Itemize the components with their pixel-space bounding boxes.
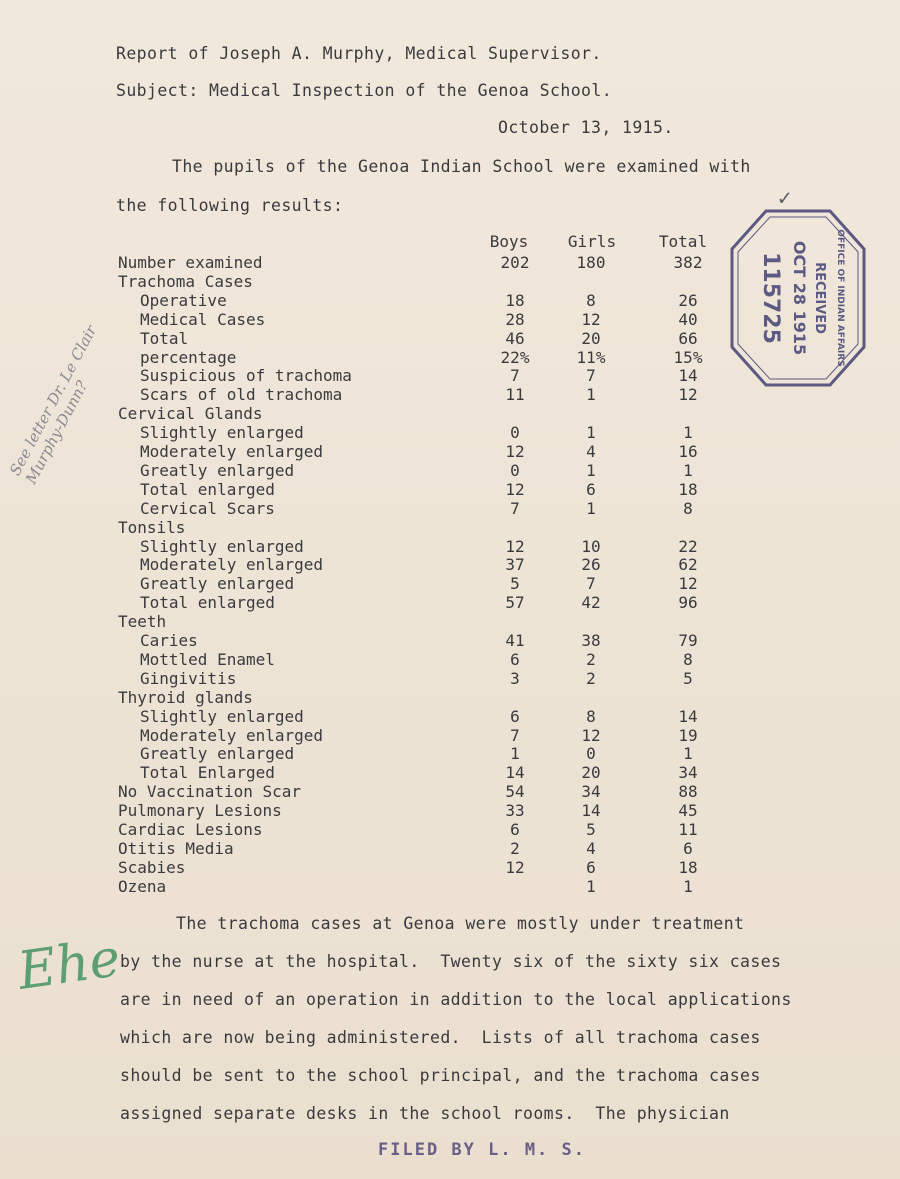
girls-value: 0 [586, 744, 596, 764]
total-value: 66 [678, 328, 698, 348]
girls-value: 26 [581, 555, 601, 575]
boys-value: 57 [505, 593, 525, 613]
boys-value: 6 [510, 820, 520, 839]
row-label: Slightly enlarged [140, 423, 304, 443]
table-row [0, 518, 760, 537]
girls-value: 10 [581, 536, 601, 556]
girls-value: 38 [581, 631, 601, 650]
row-label: Number examined [118, 253, 263, 272]
row-label: Suspicious of trachoma [140, 366, 352, 386]
girls-value: 20 [581, 763, 601, 783]
row-label: Greatly enlarged [140, 460, 295, 480]
girls-value: 180 [576, 253, 606, 272]
row-label: Medical Cases [140, 309, 266, 329]
table-row [0, 631, 760, 650]
girls-value: 1 [586, 876, 596, 896]
table-row [0, 593, 760, 612]
total-value: 8 [683, 498, 693, 518]
table-row [0, 650, 760, 669]
boys-value: 18 [505, 290, 525, 310]
row-label: Greatly enlarged [140, 574, 295, 594]
boys-value: 6 [510, 706, 520, 726]
row-label: Caries [140, 631, 198, 650]
total-value: 14 [678, 366, 698, 386]
row-label: Otitis Media [118, 838, 234, 858]
table-row [0, 839, 760, 858]
margin-note: See letter Dr. Le Clair Murphy-Dunn? [6, 322, 101, 487]
boys-value: 2 [510, 838, 520, 858]
table-row [0, 366, 760, 385]
row-label: Gingivitis [140, 668, 237, 688]
girls-value: 12 [581, 725, 601, 745]
total-value: 34 [678, 763, 698, 783]
table-row [0, 744, 760, 763]
boys-value: 33 [505, 801, 525, 821]
boys-value: 202 [500, 253, 530, 272]
total-value: 19 [678, 725, 698, 745]
boys-value: 7 [510, 498, 520, 518]
table-row [0, 272, 760, 291]
row-label: percentage [140, 347, 237, 367]
total-value: 18 [678, 479, 698, 499]
boys-value: 3 [510, 668, 520, 688]
boys-value: 12 [505, 536, 525, 556]
total-value: 18 [678, 857, 698, 877]
total-value: 14 [678, 706, 698, 726]
body-line: The trachoma cases at Genoa were mostly under treatment [176, 914, 745, 933]
row-label: Cervical Glands [118, 404, 263, 424]
total-value: 96 [678, 593, 698, 613]
boys-value: 28 [505, 309, 525, 329]
total-value: 1 [683, 460, 693, 480]
row-label: Moderately enlarged [140, 725, 324, 745]
girls-value: 7 [586, 366, 596, 386]
table-row [0, 385, 760, 404]
table-row [0, 348, 760, 367]
boys-value: 1 [510, 744, 520, 764]
total-value: 6 [683, 838, 693, 858]
boys-value: 46 [505, 328, 525, 348]
row-label: Slightly enlarged [140, 706, 304, 726]
boys-value: 12 [505, 442, 525, 461]
girls-value: 2 [586, 649, 596, 669]
table-row [0, 555, 760, 574]
boys-value: 7 [510, 725, 520, 745]
column-header-girls: Girls [567, 232, 617, 251]
row-label: Trachoma Cases [118, 271, 253, 291]
body-line: assigned separate desks in the school rooms. The physician [120, 1104, 730, 1123]
girls-value: 6 [586, 857, 596, 877]
row-label: Teeth [118, 612, 167, 632]
total-value: 88 [678, 782, 698, 802]
total-value: 1 [683, 744, 693, 764]
table-row [0, 480, 760, 499]
girls-value: 1 [586, 460, 596, 480]
table-row [0, 763, 760, 782]
body-line: should be sent to the school principal, and the trachoma cases [120, 1066, 761, 1085]
stamp-line-3: OCT 28 1915 [790, 240, 809, 356]
total-value: 40 [678, 309, 698, 329]
row-label: Mottled Enamel [140, 649, 275, 669]
row-label: Operative [140, 290, 227, 310]
column-header-boys: Boys [489, 232, 529, 251]
stamp-line-1: OFFICE OF INDIAN AFFAIRS [835, 229, 845, 367]
girls-value: 14 [581, 801, 601, 821]
table-row [0, 820, 760, 839]
row-label: Moderately enlarged [140, 555, 324, 575]
total-value: 5 [683, 668, 693, 688]
table-row [0, 669, 760, 688]
row-label: Pulmonary Lesions [118, 801, 282, 821]
girls-value: 8 [586, 290, 596, 310]
table-row [0, 726, 760, 745]
row-label: Cardiac Lesions [118, 820, 263, 839]
total-value: 12 [678, 574, 698, 594]
girls-value: 2 [586, 668, 596, 688]
table-row [0, 404, 760, 423]
girls-value: 1 [586, 385, 596, 405]
girls-value: 6 [586, 479, 596, 499]
table-row [0, 291, 760, 310]
table-row [0, 499, 760, 518]
girls-value: 7 [586, 574, 596, 594]
column-header-total: Total [658, 232, 708, 251]
table-row [0, 688, 760, 707]
table-row [0, 612, 760, 631]
row-label: Ozena [118, 876, 167, 896]
intro-line-1: The pupils of the Genoa Indian School were examined with [172, 157, 751, 176]
table-row [0, 858, 760, 877]
handwritten-initials: Ehe [14, 928, 124, 1002]
boys-value: 0 [510, 423, 520, 443]
table-row [0, 801, 760, 820]
boys-value: 7 [510, 366, 520, 386]
table-row [0, 537, 760, 556]
girls-value: 4 [586, 838, 596, 858]
row-label: Moderately enlarged [140, 442, 324, 461]
boys-value: 14 [505, 763, 525, 783]
check-mark-icon: ✓ [778, 186, 792, 211]
total-value: 15% [673, 347, 703, 367]
table-row [0, 310, 760, 329]
total-value: 16 [678, 442, 698, 461]
received-stamp [728, 205, 868, 390]
total-value: 1 [683, 876, 693, 896]
boys-value: 37 [505, 555, 525, 575]
row-label: Greatly enlarged [140, 744, 295, 764]
report-line: Report of Joseph A. Murphy, Medical Supervisor. [116, 44, 602, 63]
boys-value: 12 [505, 479, 525, 499]
row-label: Total [140, 328, 189, 348]
stamp-line-2: RECEIVED [812, 262, 827, 334]
total-value: 45 [678, 801, 698, 821]
row-label: Total enlarged [140, 479, 275, 499]
table-row [0, 461, 760, 480]
total-value: 22 [678, 536, 698, 556]
total-value: 26 [678, 290, 698, 310]
stamp-graphic [728, 205, 868, 390]
girls-value: 5 [586, 820, 596, 839]
table-row [0, 253, 760, 272]
table-row [0, 423, 760, 442]
girls-value: 42 [581, 593, 601, 613]
filed-stamp: FILED BY L. M. S. [378, 1140, 586, 1160]
subject-line: Subject: Medical Inspection of the Genoa School. [116, 81, 613, 100]
table-row [0, 574, 760, 593]
row-label: Scabies [118, 857, 186, 877]
table-row [0, 877, 760, 896]
table-row [0, 782, 760, 801]
girls-value: 11% [576, 347, 606, 367]
girls-value: 1 [586, 423, 596, 443]
row-label: Cervical Scars [140, 498, 275, 518]
date-line: October 13, 1915. [498, 118, 674, 137]
row-label: Thyroid glands [118, 687, 253, 707]
row-label: Total Enlarged [140, 763, 275, 783]
row-label: Tonsils [118, 517, 186, 537]
girls-value: 8 [586, 706, 596, 726]
total-value: 382 [673, 253, 703, 272]
body-line: which are now being administered. Lists of all trachoma cases [120, 1028, 761, 1047]
girls-value: 4 [586, 442, 596, 461]
intro-line-2: the following results: [116, 196, 344, 215]
boys-value: 41 [505, 631, 525, 650]
row-label: Total enlarged [140, 593, 275, 613]
table-row [0, 707, 760, 726]
girls-value: 12 [581, 309, 601, 329]
boys-value: 6 [510, 649, 520, 669]
girls-value: 34 [581, 782, 601, 802]
boys-value: 0 [510, 460, 520, 480]
row-label: Scars of old trachoma [140, 385, 343, 405]
stamp-line-4: 115725 [758, 252, 783, 344]
girls-value: 20 [581, 328, 601, 348]
body-line: are in need of an operation in addition to the local applications [120, 990, 792, 1009]
boys-value: 54 [505, 782, 525, 802]
girls-value: 1 [586, 498, 596, 518]
row-label: Slightly enlarged [140, 536, 304, 556]
total-value: 1 [683, 423, 693, 443]
boys-value: 11 [505, 385, 525, 405]
total-value: 12 [678, 385, 698, 405]
boys-value: 22% [500, 347, 530, 367]
total-value: 62 [678, 555, 698, 575]
total-value: 11 [678, 820, 698, 839]
table-row [0, 442, 760, 461]
boys-value: 12 [505, 857, 525, 877]
boys-value: 5 [510, 574, 520, 594]
row-label: No Vaccination Scar [118, 782, 302, 802]
total-value: 79 [678, 631, 698, 650]
total-value: 8 [683, 649, 693, 669]
body-line: by the nurse at the hospital. Twenty six of the sixty six cases [120, 952, 782, 971]
